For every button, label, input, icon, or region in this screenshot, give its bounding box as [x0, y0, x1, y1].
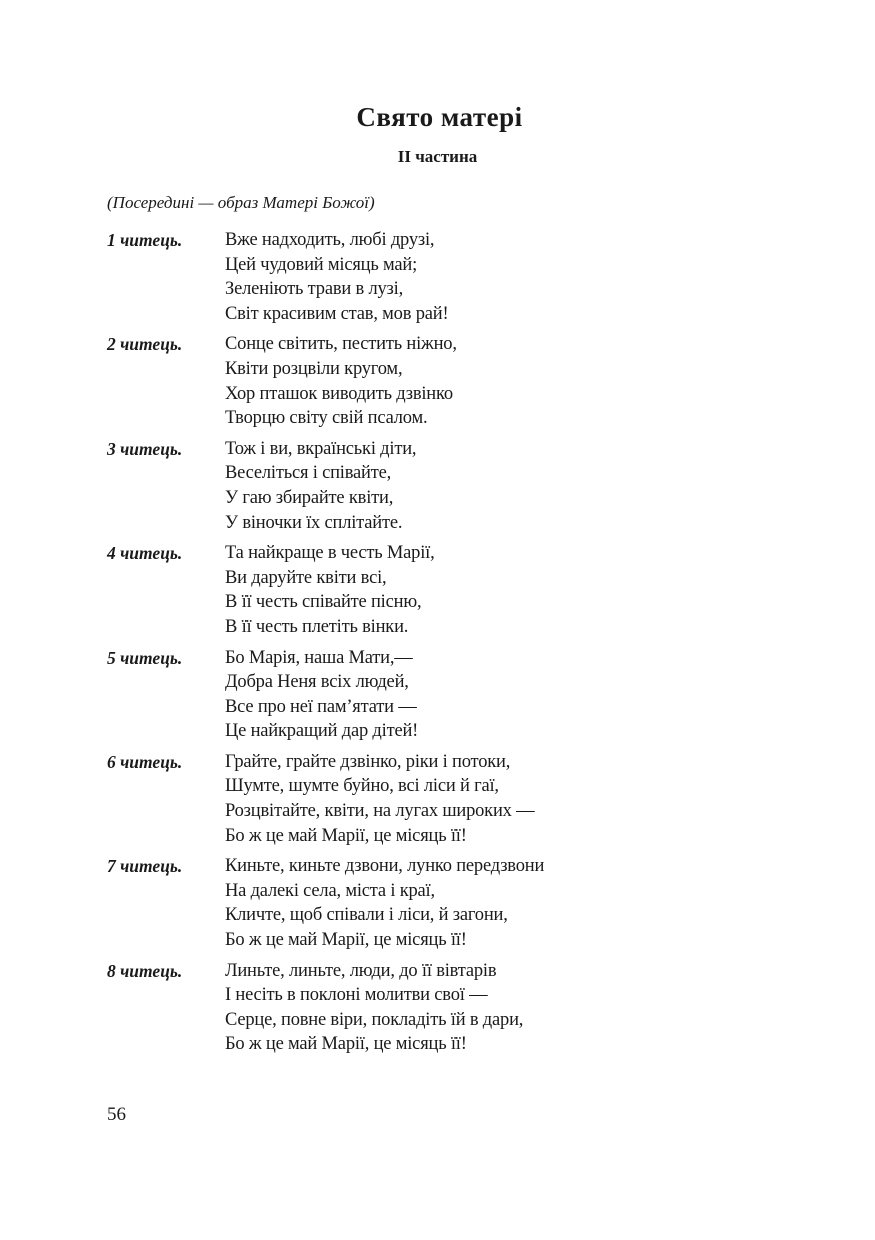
verse-line: На далекі села, міста і краї, [225, 880, 435, 901]
verse-line: Розцвітайте, квіти, на лугах широких — [225, 801, 535, 822]
verse-line: Хор пташок виводить дзвінко [225, 383, 453, 404]
verse-line: Квіти розцвіли кругом, [225, 358, 403, 379]
verse [225, 959, 787, 1057]
part-subtitle: II частина [397, 147, 478, 166]
verse-line: Кличте, щоб співали і ліси, й загони, [225, 905, 508, 926]
verse-line: Все про неї пам’ятати — [225, 696, 417, 717]
verse [225, 332, 787, 430]
verse-line: Бо ж це май Марії, це місяць її! [225, 825, 467, 846]
page-number: 56 [107, 1104, 126, 1125]
stanza [107, 437, 787, 535]
verse-line: І несіть в поклоні молитви свої — [225, 985, 488, 1006]
reader-label: 6 читець. [107, 751, 183, 772]
verse [225, 541, 787, 639]
verse-line: Світ красивим став, мов рай! [225, 303, 449, 324]
reader-label: 2 читець. [107, 334, 183, 355]
stanza [107, 854, 787, 952]
verse-line: Ви даруйте квіти всі, [225, 567, 387, 588]
verse [225, 750, 787, 848]
verse-line: Бо Марія, наша Мати,— [225, 647, 413, 668]
verse-line: Бо ж це май Марії, це місяць її! [225, 930, 467, 951]
verse-line: Киньте, киньте дзвони, лунко передзвони [225, 856, 545, 877]
verse-line: Шумте, шумте буйно, всі ліси й гаї, [225, 776, 499, 797]
verse [225, 437, 787, 535]
stanza [107, 646, 787, 744]
verse-line: В її честь плетіть вінки. [225, 616, 409, 637]
verse-line: У гаю збирайте квіти, [225, 487, 394, 508]
verse [225, 646, 787, 744]
stanza [107, 541, 787, 639]
verse-line: Тож і ви, вкраїнські діти, [225, 438, 417, 459]
reader-label: 7 читець. [107, 856, 183, 877]
poem-body [107, 228, 787, 1063]
verse [225, 228, 787, 326]
stage-direction: (Посередині — образ Матері Божої) [107, 193, 375, 212]
verse [225, 854, 787, 952]
reader-label: 1 читець. [107, 230, 183, 250]
verse-line: Бо ж це май Марії, це місяць її! [225, 1034, 467, 1055]
stanza [107, 959, 787, 1057]
stanza [107, 332, 787, 430]
reader-label: 8 читець. [107, 960, 183, 981]
stanza [107, 750, 787, 848]
verse-line: Це найкращий дар дітей! [225, 721, 419, 742]
verse-line: Цей чудовий місяць май; [225, 254, 418, 275]
stanza [107, 228, 787, 326]
reader-label: 5 читець. [107, 647, 183, 668]
verse-line: В її честь співайте пісню, [225, 592, 422, 613]
verse-line: Грайте, грайте дзвінко, ріки і потоки, [225, 751, 511, 772]
page-title: Свято матері [356, 102, 523, 132]
verse-line: Зеленіють трави в лузі, [225, 279, 404, 300]
verse-line: Вже надходить, любі друзі, [225, 230, 435, 250]
reader-label: 4 читець. [107, 543, 183, 564]
verse-line: Линьте, линьте, люди, до її вівтарів [225, 960, 497, 981]
verse-line: Творцю світу свій псалом. [225, 408, 428, 429]
verse-line: Серце, повне віри, покладіть їй в дари, [225, 1009, 524, 1030]
verse-line: У віночки їх сплітайте. [225, 512, 403, 533]
verse-line: Веселіться і співайте, [225, 463, 392, 484]
verse-line: Сонце світить, пестить ніжно, [225, 334, 457, 355]
verse-line: Добра Неня всіх людей, [225, 672, 409, 693]
reader-label: 3 читець. [107, 438, 183, 459]
verse-line: Та найкраще в честь Марії, [225, 543, 435, 564]
